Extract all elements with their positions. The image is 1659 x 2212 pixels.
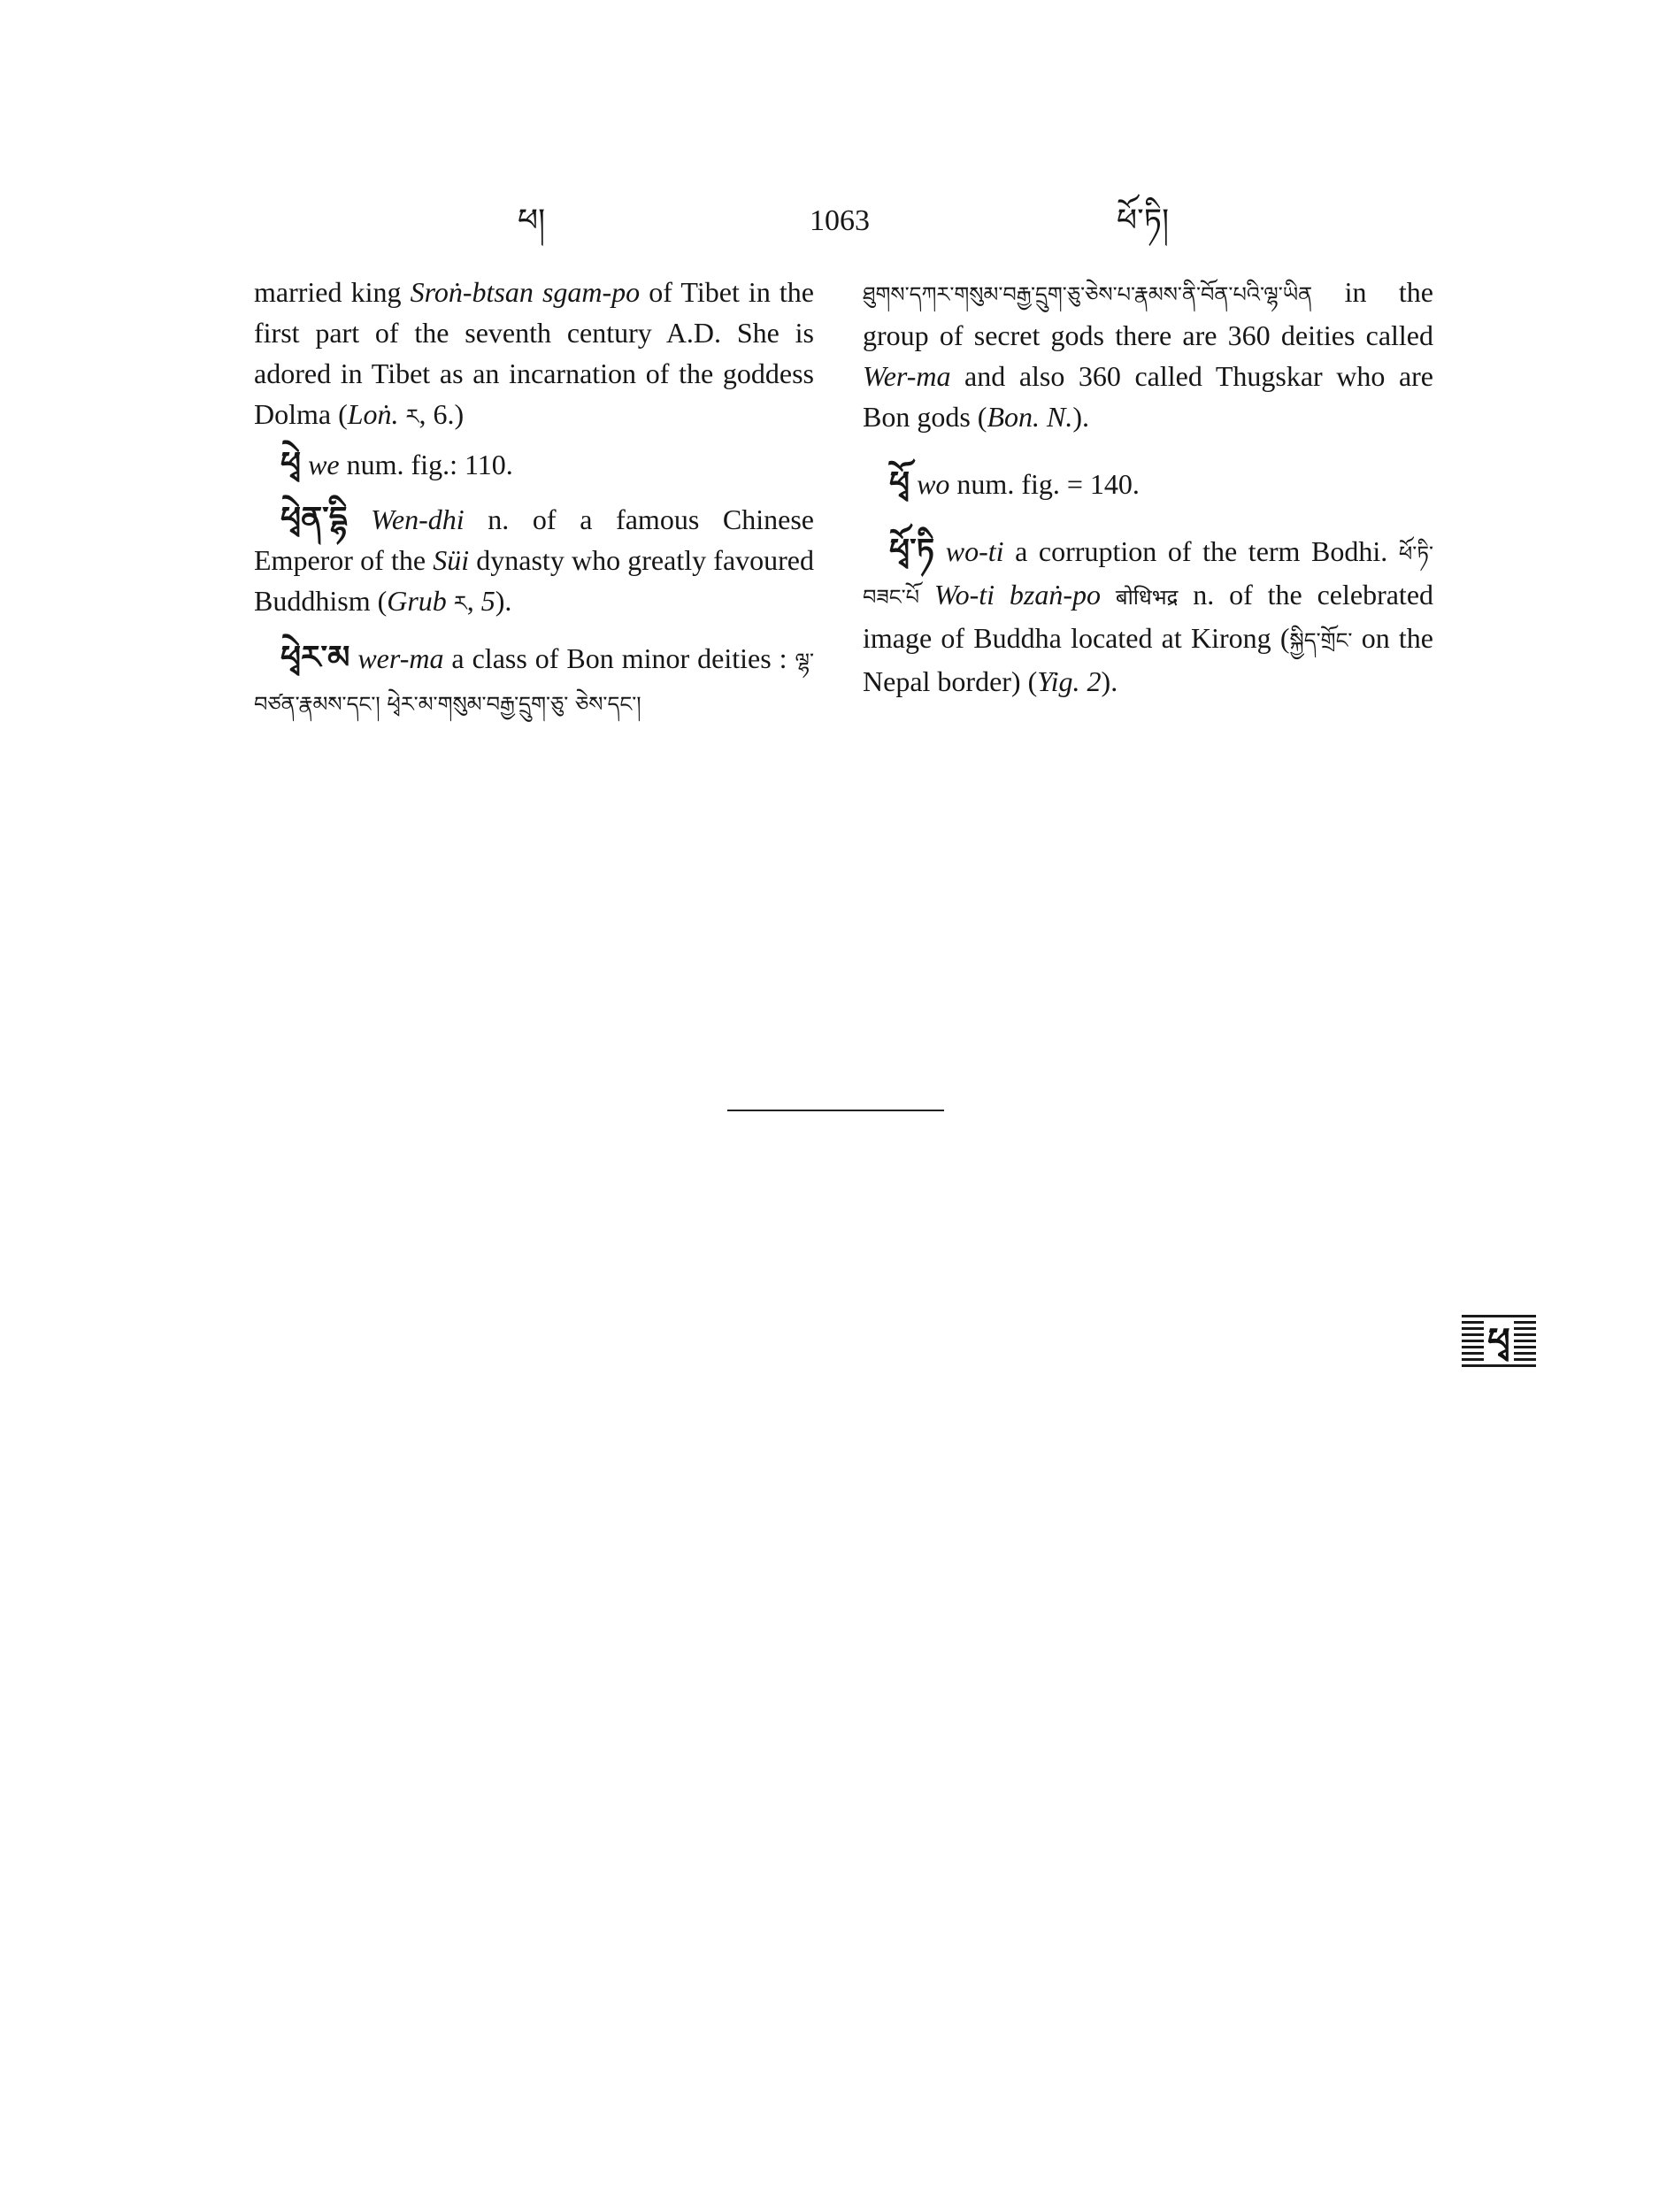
italic-span: Grub [387, 585, 447, 617]
tibetan-text: ཐུགས་དཀར་གསུམ་བརྒྱ་དྲུག་ཅུ་ཅེས་པ་རྣམས་ནི་བོན་པའི་ལྷ་ཡིན [863, 282, 1313, 307]
end-of-section-rule [727, 1110, 944, 1111]
text-span: a class of Bon minor deities : [443, 642, 795, 674]
tibetan-text: སྐྱིད་གྲོང་ [1289, 628, 1353, 653]
text-span: ). [1072, 401, 1089, 433]
text-span: on the Nepal border) ( [863, 622, 1434, 697]
header-right-guideword: ཕོ་ཏི། [1117, 203, 1170, 239]
headword: ཕྭེ [280, 446, 302, 482]
page-header [0, 196, 1659, 250]
right-column [863, 272, 1433, 702]
text-span: , [466, 585, 481, 617]
italic-span: Sroṅ-btsan sgam-po [410, 276, 641, 308]
italic-span: Bon. N. [987, 401, 1073, 433]
italic-span: Wen-dhi [371, 503, 465, 535]
italic-span: Wo-ti bzaṅ-po [933, 579, 1102, 611]
italic-span: Yig. 2 [1037, 665, 1102, 697]
header-left-guideword: ཕ། [518, 203, 546, 239]
continuation-paragraph-left [254, 272, 814, 437]
thumb-tab-letter: ཕྭ [1484, 1319, 1514, 1363]
text-span: , 6.) [419, 398, 465, 430]
italic-span: Wer-ma [863, 360, 951, 392]
entry-werma [254, 638, 814, 725]
italic-span: we [308, 449, 340, 480]
text-span: ). [1101, 665, 1118, 697]
text-span [447, 585, 454, 617]
text-span: n. of a famous Chinese Emperor of the [254, 503, 815, 576]
text-span: in the group of secret gods there are 360 deities called [863, 276, 1433, 351]
page-number: 1063 [810, 204, 870, 237]
text-span [1101, 579, 1116, 611]
entry-we [254, 444, 814, 485]
entry-wo [863, 464, 1433, 504]
entry-woti [863, 531, 1433, 702]
text-span [399, 398, 406, 430]
headword: ཕྭོ [889, 465, 910, 502]
headword: ཕྭེར་མ [280, 640, 350, 676]
italic-span: Süi [433, 544, 470, 576]
thumb-index-tab [1462, 1315, 1536, 1368]
text-span: num. fig. = 140. [949, 468, 1140, 500]
entry-wendhi [254, 499, 814, 624]
text-span: and also 360 called Thugskar who are Bon gods ( [863, 360, 1433, 433]
text-span [919, 579, 934, 611]
italic-span: wo-ti [945, 535, 1004, 567]
tibetan-text: ཕོ་ཏི་བཟང་པོ [863, 541, 1434, 610]
text-span: a corruption of the term Bodhi. [1003, 535, 1399, 567]
headword: ཕྭོ་ཏི [889, 533, 935, 569]
left-column [254, 272, 814, 725]
headword: ཕྭེན་དྷི [280, 501, 348, 537]
text-span: of Tibet in the first part of the seventh century A.D. She is adored in Tibet as an incarnation of the goddess Dolma ( [254, 276, 814, 430]
text-span: num. fig.: 110. [339, 449, 513, 480]
italic-span: Loṅ. [347, 398, 399, 430]
italic-span: wo [917, 468, 950, 500]
tibetan-text: ར [405, 404, 419, 429]
tibetan-text: ལྷ་བཙན་རྣམས་དང་། ཕྭེར་མ་གསུམ་བརྒྱ་དྲུག་ཅུ་ ཅེས་དང་། [254, 649, 815, 717]
tibetan-text: ར [453, 591, 467, 616]
text-span: n. of the celebrated image of Buddha located at Kirong ( [863, 579, 1434, 654]
text-span: married king [254, 276, 411, 308]
italic-span: 5 [480, 585, 495, 617]
devanagari-text: बोधिभद्र [1115, 585, 1179, 610]
text-span: dynasty who greatly favoured Buddhism ( [254, 544, 815, 617]
text-span: ). [495, 585, 512, 617]
italic-span: wer-ma [357, 642, 444, 674]
continuation-paragraph-right [863, 272, 1433, 437]
